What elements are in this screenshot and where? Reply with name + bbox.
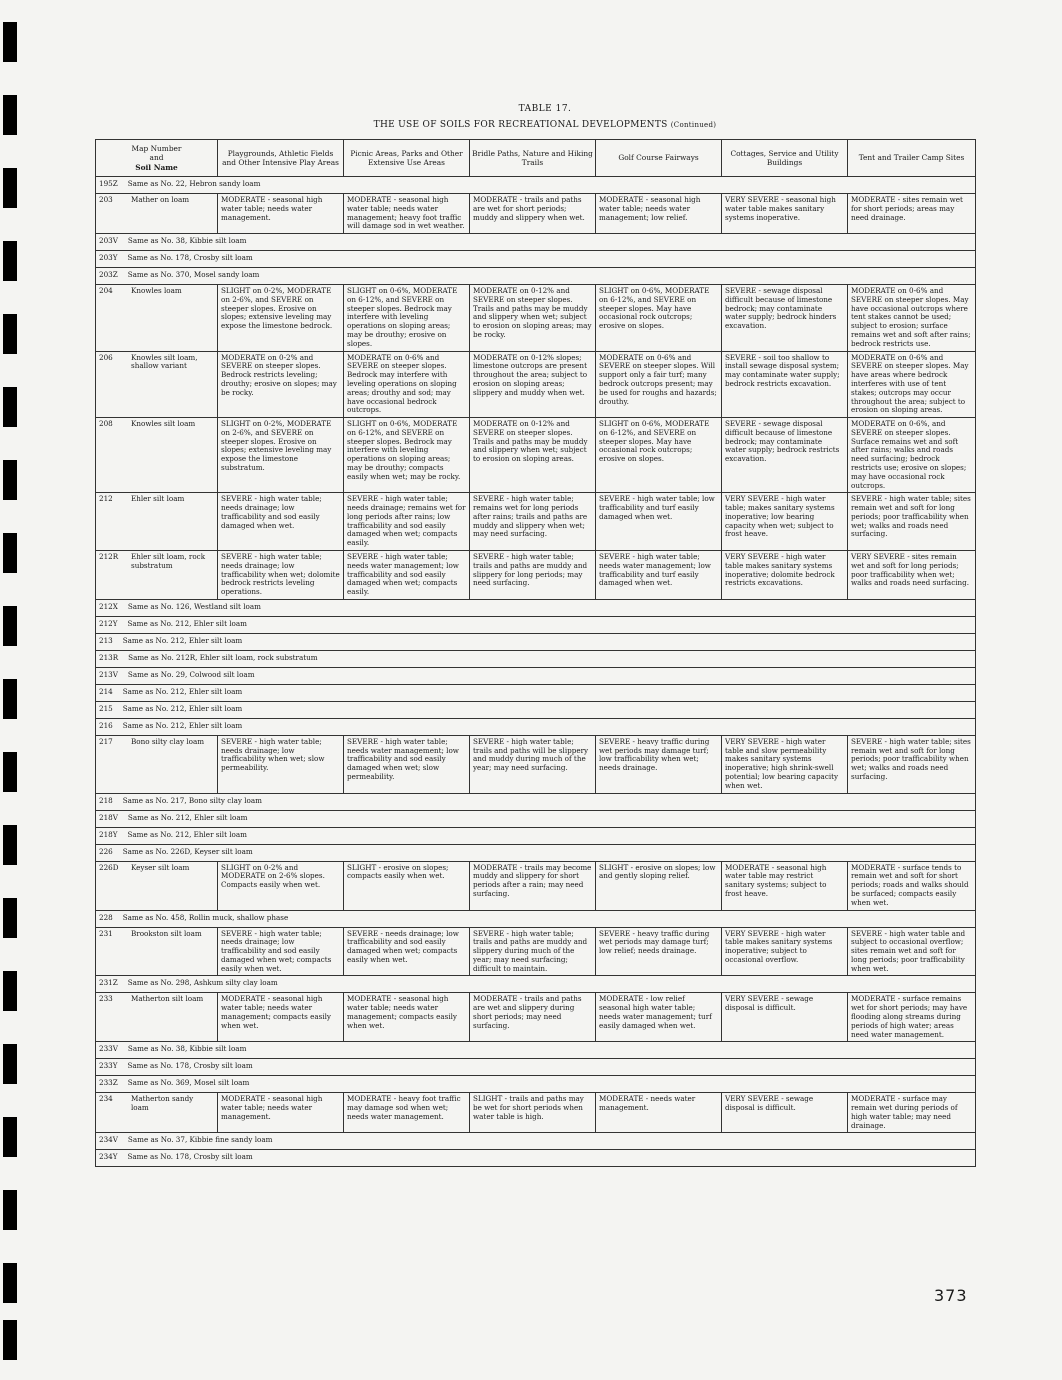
map-number: 206	[99, 352, 113, 362]
table-body	[96, 177, 976, 1167]
table-row	[96, 927, 976, 976]
rating-cell: SEVERE - high water table; trails and paths are muddy and slippery for long periods; may need surfacing.	[470, 551, 596, 600]
rating-cell: MODERATE on 0-2% and SEVERE on steeper slopes. Bedrock restricts leveling; drouthy; erosive on slopes; may be rocky.	[218, 351, 344, 417]
binder-hole	[3, 1263, 17, 1303]
same-as-text: Same as No. 126, Westland silt loam	[127, 601, 261, 611]
map-number: 212X	[99, 601, 118, 611]
map-number: 213V	[99, 669, 118, 679]
table-row	[96, 810, 976, 827]
map-number: 231	[99, 928, 113, 938]
map-number: 195Z	[99, 179, 118, 188]
map-number-cell	[96, 827, 976, 844]
rating-cell: SEVERE - high water table; remains wet for long periods after rains; trails and paths are muddy and slippery when wet; may need surfacing.	[470, 493, 596, 551]
map-number-cell	[96, 251, 976, 268]
map-number: 226D	[99, 862, 119, 872]
binder-hole	[3, 1044, 17, 1084]
rating-cell: VERY SEVERE - high water table and slow permeability makes sanitary systems inoperative; high shrink-swell potential; low bearing capacity when wet.	[722, 735, 848, 793]
rating-cell: SEVERE - high water table; needs drainage; low trafficability when wet; dolomite bedrock restricts leveling operations.	[218, 551, 344, 600]
rating-cell: SEVERE - high water table; low trafficability and turf easily damaged when wet.	[596, 493, 722, 551]
map-number-cell	[96, 667, 976, 684]
rating-cell: SEVERE - high water table; needs water management; low trafficability and sod easily damaged when wet; compacts easily.	[344, 551, 470, 600]
map-number: 215	[99, 703, 113, 713]
map-number-cell	[96, 1076, 976, 1093]
same-as-text: Same as No. 38, Kibbie silt loam	[127, 1044, 247, 1054]
binder-hole	[3, 22, 17, 62]
same-as-text: Same as No. 298, Ashkum silty clay loam	[127, 978, 278, 988]
map-number: 204	[99, 286, 113, 296]
table-row	[96, 701, 976, 718]
same-as-text: Same as No. 22, Hebron sandy loam	[127, 179, 261, 188]
table-row	[96, 268, 976, 285]
map-number-cell	[96, 1133, 976, 1150]
map-number: 234Y	[99, 1152, 118, 1162]
rating-cell: MODERATE - low relief seasonal high water table; needs water management; turf easily damaged when wet.	[596, 993, 722, 1042]
map-number-cell	[96, 616, 976, 633]
rating-cell: MODERATE - seasonal high water table; needs water management; low relief.	[596, 194, 722, 234]
soil-name: Keyser silt loam	[131, 862, 190, 872]
header-cottages: Cottages, Service and Utility Buildings	[722, 140, 848, 177]
map-number: 218Y	[99, 829, 118, 839]
map-number-cell	[96, 844, 976, 861]
binder-holes	[0, 0, 30, 1380]
rating-cell: MODERATE - surface remains wet for short periods; may have flooding along streams during periods of high water; areas need water management.	[848, 993, 976, 1042]
soil-name: Mather on loam	[131, 195, 190, 204]
soil-name: Knowles silt loam	[131, 419, 196, 429]
binder-hole	[3, 1190, 17, 1230]
same-as-text: Same as No. 226D, Keyser silt loam	[122, 846, 253, 856]
rating-cell: SEVERE - high water table; sites remain wet and soft for long periods; poor trafficability when wet; walks and roads need surfacing.	[848, 493, 976, 551]
rating-cell: VERY SEVERE - high water table; makes sanitary systems inoperative; low bearing capacity when wet; subject to frost heave.	[722, 493, 848, 551]
rating-cell: VERY SEVERE - high water table makes sanitary systems inoperative; dolomite bedrock restricts excavations.	[722, 551, 848, 600]
rating-cell: MODERATE - seasonal high water table; needs water management.	[218, 194, 344, 234]
rating-cell: SLIGHT on 0-6%, MODERATE on 6-12%, and SEVERE on steeper slopes. Bedrock may interfere with leveling operations on sloping areas; may be drouthy; erosive on slopes.	[344, 285, 470, 351]
map-number: 203Z	[99, 270, 118, 280]
rating-cell: MODERATE - seasonal high water table may restrict sanitary systems; subject to frost heave.	[722, 861, 848, 910]
map-number-cell	[96, 194, 218, 234]
map-number: 218	[99, 795, 113, 805]
map-number: 203Y	[99, 253, 118, 263]
table-row	[96, 1059, 976, 1076]
table-row	[96, 351, 976, 417]
table-row	[96, 844, 976, 861]
map-number-cell	[96, 234, 976, 251]
binder-hole	[3, 971, 17, 1011]
binder-hole	[3, 95, 17, 135]
table-row	[96, 650, 976, 667]
table-title-text: THE USE OF SOILS FOR RECREATIONAL DEVELOPMENTS	[373, 120, 668, 130]
rating-cell: SLIGHT - trails and paths may be wet for short periods when water table is high.	[470, 1093, 596, 1133]
binder-hole	[3, 1117, 17, 1157]
header-picnic: Picnic Areas, Parks and Other Extensive Use Areas	[344, 140, 470, 177]
table-row	[96, 1076, 976, 1093]
table-title-suffix: (Continued)	[670, 121, 717, 129]
same-as-text: Same as No. 369, Mosel silt loam	[127, 1078, 250, 1088]
binder-hole	[3, 387, 17, 427]
map-number: 226	[99, 846, 113, 856]
table-row	[96, 684, 976, 701]
table-row	[96, 793, 976, 810]
table-row	[96, 493, 976, 551]
soil-name: Knowles loam	[131, 286, 182, 296]
table-row	[96, 910, 976, 927]
header-bridle: Bridle Paths, Nature and Hiking Trails	[470, 140, 596, 177]
same-as-text: Same as No. 212, Ehler silt loam	[127, 812, 248, 822]
map-number: 216	[99, 720, 113, 730]
rating-cell: SEVERE - needs drainage; low trafficability and sod easily damaged when wet; compacts easily when wet.	[344, 927, 470, 976]
rating-cell: SEVERE - heavy traffic during wet periods may damage turf; low relief; needs drainage.	[596, 927, 722, 976]
same-as-text: Same as No. 212, Ehler silt loam	[122, 720, 243, 730]
rating-cell: SLIGHT on 0-2% and MODERATE on 2-6% slopes. Compacts easily when wet.	[218, 861, 344, 910]
rating-cell: MODERATE - seasonal high water table; needs water management; compacts easily when wet.	[218, 993, 344, 1042]
map-number-cell	[96, 493, 218, 551]
soil-name: Ehler silt loam	[131, 494, 185, 504]
table-row	[96, 1093, 976, 1133]
rating-cell: SLIGHT on 0-6%, MODERATE on 6-12%, and SEVERE on steeper slopes. May have occasional rock outcrops; erosive on slopes.	[596, 418, 722, 493]
rating-cell: SEVERE - soil too shallow to install sewage disposal system; may contaminate water supply; bedrock restricts excavation.	[722, 351, 848, 417]
table-row	[96, 1042, 976, 1059]
rating-cell: VERY SEVERE - high water table makes sanitary systems inoperative; subject to occasional overflow.	[722, 927, 848, 976]
map-number-cell	[96, 993, 218, 1042]
rating-cell: VERY SEVERE - sewage disposal is difficult.	[722, 1093, 848, 1133]
page-number: 373	[934, 1286, 968, 1305]
rating-cell: MODERATE - surface tends to remain wet and soft for short periods; roads and walks should be surfaced; compacts easily when wet.	[848, 861, 976, 910]
rating-cell: SLIGHT on 0-2%, MODERATE on 2-6%, and SEVERE on steeper slopes. Erosive on slopes; extensive leveling may expose the limestone substratum.	[218, 418, 344, 493]
rating-cell: SLIGHT on 0-6%, MODERATE on 6-12%, and SEVERE on steeper slopes. Bedrock may interfere with leveling operations on sloping areas; may be drouthy; compacts easily when wet; may be rocky.	[344, 418, 470, 493]
map-number-cell	[96, 976, 976, 993]
rating-cell: SLIGHT on 0-2%, MODERATE on 2-6%, and SEVERE on steeper slopes. Erosive on slopes; extensive leveling may expose the limestone bedrock.	[218, 285, 344, 351]
rating-cell: MODERATE - surface may remain wet during periods of high water table; may need drainage.	[848, 1093, 976, 1133]
rating-cell: MODERATE on 0-6% and SEVERE on steeper slopes. May have occasional outcrops where tent stakes cannot be used; subject to erosion; surface remains wet and soft after rains; bedrock restricts use.	[848, 285, 976, 351]
soil-name: Ehler silt loam, rock substratum	[131, 552, 206, 570]
map-number: 233Y	[99, 1061, 118, 1071]
table-row	[96, 616, 976, 633]
same-as-text: Same as No. 178, Crosby silt loam	[127, 1061, 253, 1071]
binder-hole	[3, 314, 17, 354]
same-as-text: Same as No. 217, Bono silty clay loam	[122, 795, 262, 805]
map-number-cell	[96, 633, 976, 650]
rating-cell: SEVERE - high water table; needs water management; low trafficability and turf easily damaged when wet.	[596, 551, 722, 600]
rating-cell: MODERATE on 0-6% and SEVERE on steeper slopes. May have areas where bedrock interferes with use of tent stakes; outcrops may occur throughout the area; subject to erosion on sloping areas.	[848, 351, 976, 417]
table-row	[96, 1133, 976, 1150]
rating-cell: MODERATE - seasonal high water table; needs water management; heavy foot traffic will damage sod in wet weather.	[344, 194, 470, 234]
table-row	[96, 667, 976, 684]
same-as-text: Same as No. 212, Ehler silt loam	[127, 618, 247, 628]
binder-hole	[3, 679, 17, 719]
map-number-cell	[96, 351, 218, 417]
rating-cell: SLIGHT - erosive on slopes; compacts easily when wet.	[344, 861, 470, 910]
rating-cell: SEVERE - high water table; trails and paths will be slippery and muddy during much of the year; may need surfacing.	[470, 735, 596, 793]
table-row	[96, 234, 976, 251]
table-row	[96, 976, 976, 993]
rating-cell: VERY SEVERE - seasonal high water table makes sanitary systems inoperative.	[722, 194, 848, 234]
map-number-cell	[96, 1042, 976, 1059]
table-row	[96, 551, 976, 600]
map-number: 213	[99, 635, 113, 645]
map-number: 233V	[99, 1044, 118, 1054]
table-row	[96, 194, 976, 234]
map-number: 217	[99, 736, 113, 746]
rating-cell: MODERATE on 0-12% and SEVERE on steeper slopes. Trails and paths may be muddy and slippery when wet; subject to erosion on sloping areas; may be rocky.	[470, 285, 596, 351]
header-playgrounds: Playgrounds, Athletic Fields and Other Intensive Play Areas	[218, 140, 344, 177]
rating-cell: SEVERE - sewage disposal difficult because of limestone bedrock; may contaminate water supply; bedrock restricts excavation.	[722, 418, 848, 493]
binder-hole	[3, 825, 17, 865]
rating-cell: MODERATE on 0-12% and SEVERE on steeper slopes. Trails and paths may be muddy and slippery when wet; subject to erosion on sloping areas.	[470, 418, 596, 493]
rating-cell: MODERATE on 0-6% and SEVERE on steeper slopes. Bedrock may interfere with leveling operations on sloping areas; drouthy and sod; may have occasional bedrock outcrops.	[344, 351, 470, 417]
table-row	[96, 993, 976, 1042]
map-number: 231Z	[99, 978, 118, 988]
table-row	[96, 633, 976, 650]
soil-name: Brookston silt loam	[131, 928, 202, 938]
map-number: 212R	[99, 552, 119, 561]
map-number-cell	[96, 1059, 976, 1076]
map-number-cell	[96, 701, 976, 718]
map-number-cell	[96, 793, 976, 810]
rating-cell: SEVERE - high water table; trails and paths are muddy and slippery during much of the year; may need surfacing; difficult to maintain.	[470, 927, 596, 976]
same-as-text: Same as No. 178, Crosby silt loam	[127, 1152, 253, 1162]
rating-cell: VERY SEVERE - sewage disposal is difficult.	[722, 993, 848, 1042]
rating-cell: SLIGHT - erosive on slopes; low and gently sloping relief.	[596, 861, 722, 910]
map-number: 203V	[99, 236, 118, 246]
map-number: 233Z	[99, 1078, 118, 1088]
map-number-cell	[96, 1150, 976, 1167]
same-as-text: Same as No. 37, Kibbie fine sandy loam	[127, 1135, 273, 1145]
map-number-cell	[96, 810, 976, 827]
rating-cell: MODERATE on 0-12% slopes; limestone outcrops are present throughout the area; subject to erosion on sloping areas; slippery and muddy when wet.	[470, 351, 596, 417]
map-number-cell	[96, 1093, 218, 1133]
same-as-text: Same as No. 212, Ehler silt loam	[127, 829, 247, 839]
map-number-cell	[96, 861, 218, 910]
same-as-text: Same as No. 370, Mosel sandy loam	[127, 270, 260, 280]
table-row	[96, 599, 976, 616]
header-map-number: Map Number and Soil Name	[96, 140, 218, 177]
binder-hole	[3, 460, 17, 500]
header-tent: Tent and Trailer Camp Sites	[848, 140, 976, 177]
map-number-cell	[96, 418, 218, 493]
table-row	[96, 861, 976, 910]
rating-cell: MODERATE - needs water management.	[596, 1093, 722, 1133]
map-number: 212	[99, 494, 113, 504]
map-number-cell	[96, 268, 976, 285]
rating-cell: SLIGHT on 0-6%, MODERATE on 6-12%, and SEVERE on steeper slopes. May have occasional rock outcrops; erosive on slopes.	[596, 285, 722, 351]
header-row	[96, 140, 976, 177]
table-row	[96, 251, 976, 268]
rating-cell: VERY SEVERE - sites remain wet and soft for long periods; poor trafficability when wet; walks and roads need surfacing.	[848, 551, 976, 600]
same-as-text: Same as No. 212, Ehler silt loam	[122, 703, 243, 713]
table-row	[96, 1150, 976, 1167]
rating-cell: MODERATE - heavy foot traffic may damage sod when wet; needs water management.	[344, 1093, 470, 1133]
binder-hole	[3, 752, 17, 792]
rating-cell: SEVERE - high water table and subject to occasional overflow; sites remain wet and soft for long periods; poor trafficability when wet.	[848, 927, 976, 976]
table-row	[96, 418, 976, 493]
map-number-cell	[96, 285, 218, 351]
map-number: 208	[99, 419, 113, 429]
map-number-cell	[96, 684, 976, 701]
same-as-text: Same as No. 212R, Ehler silt loam, rock substratum	[128, 652, 318, 662]
map-number-cell	[96, 599, 976, 616]
table-row	[96, 285, 976, 351]
rating-cell: SEVERE - high water table; needs drainage; low trafficability and sod easily damaged when wet.	[218, 493, 344, 551]
rating-cell: SEVERE - high water table; needs drainage; low trafficability and sod easily damaged when wet; compacts easily when wet.	[218, 927, 344, 976]
map-number-cell	[96, 551, 218, 600]
same-as-text: Same as No. 458, Rollin muck, shallow phase	[122, 912, 289, 922]
soil-name: Matherton silt loam	[131, 994, 204, 1004]
map-number-cell	[96, 650, 976, 667]
rating-cell: SEVERE - high water table; needs drainage; remains wet for long periods after rains; low trafficability and sod easily damaged when wet; compacts easily.	[344, 493, 470, 551]
table-row	[96, 718, 976, 735]
rating-cell: MODERATE on 0-6% and SEVERE on steeper slopes. Will support only a fair turf; many bedrock outcrops present; may be used for roughs and hazards; drouthy.	[596, 351, 722, 417]
soils-table	[95, 139, 976, 1167]
rating-cell: MODERATE - trails may become muddy and slippery for short periods after a rain; may need surfacing.	[470, 861, 596, 910]
table-row	[96, 827, 976, 844]
map-number-cell	[96, 735, 218, 793]
rating-cell: MODERATE - seasonal high water table; needs water management.	[218, 1093, 344, 1133]
same-as-text: Same as No. 178, Crosby silt loam	[127, 253, 253, 263]
map-number-cell	[96, 927, 218, 976]
table-title	[240, 120, 850, 130]
rating-cell: SEVERE - high water table; needs water management; low trafficability and sod easily damaged when wet; slow permeability.	[344, 735, 470, 793]
map-number-cell	[96, 177, 976, 194]
header-golf: Golf Course Fairways	[596, 140, 722, 177]
rating-cell: MODERATE - trails and paths are wet and slippery during short periods; may need surfacing.	[470, 993, 596, 1042]
map-number: 234	[99, 1094, 113, 1104]
map-number: 203	[99, 195, 113, 204]
rating-cell: MODERATE - seasonal high water table; needs water management; compacts easily when wet.	[344, 993, 470, 1042]
map-number-cell	[96, 910, 976, 927]
table-row	[96, 735, 976, 793]
same-as-text: Same as No. 212, Ehler silt loam	[122, 635, 243, 645]
rating-cell: MODERATE on 0-6%, and SEVERE on steeper slopes. Surface remains wet and soft after rains; walks and roads need surfacing; bedrock restricts use; erosive on slopes; may have occasional rock outcrops.	[848, 418, 976, 493]
rating-cell: SEVERE - high water table; sites remain wet and soft for long periods; poor trafficability when wet; walks and roads need surfacing.	[848, 735, 976, 793]
table-row	[96, 177, 976, 194]
map-number-cell	[96, 718, 976, 735]
map-number: 213R	[99, 652, 119, 662]
map-number: 218V	[99, 812, 118, 822]
rating-cell: SEVERE - sewage disposal difficult because of limestone bedrock; may contaminate water supply; bedrock hinders excavation.	[722, 285, 848, 351]
map-number: 228	[99, 912, 113, 922]
binder-hole	[3, 898, 17, 938]
soil-name: Bono silty clay loam	[131, 736, 205, 746]
map-number: 234V	[99, 1135, 118, 1145]
table-number: TABLE 17.	[518, 104, 572, 114]
binder-hole	[3, 606, 17, 646]
same-as-text: Same as No. 38, Kibbie silt loam	[127, 236, 247, 246]
same-as-text: Same as No. 212, Ehler silt loam	[122, 686, 243, 696]
rating-cell: SEVERE - high water table; needs drainage; low trafficability when wet; slow permeability.	[218, 735, 344, 793]
map-number: 214	[99, 686, 113, 696]
binder-hole	[3, 241, 17, 281]
same-as-text: Same as No. 29, Colwood silt loam	[127, 669, 255, 679]
rating-cell: SEVERE - heavy traffic during wet periods may damage turf; low trafficability when wet; needs drainage.	[596, 735, 722, 793]
binder-hole	[3, 1320, 17, 1360]
map-number: 212Y	[99, 618, 118, 628]
binder-hole	[3, 533, 17, 573]
soil-name: Knowles silt loam, shallow variant	[131, 352, 198, 371]
binder-hole	[3, 168, 17, 208]
rating-cell: MODERATE - sites remain wet for short periods; areas may need drainage.	[848, 194, 976, 234]
rating-cell: MODERATE - trails and paths are wet for short periods; muddy and slippery when wet.	[470, 194, 596, 234]
map-number: 233	[99, 994, 113, 1004]
soil-name: Matherton sandy loam	[131, 1094, 194, 1113]
